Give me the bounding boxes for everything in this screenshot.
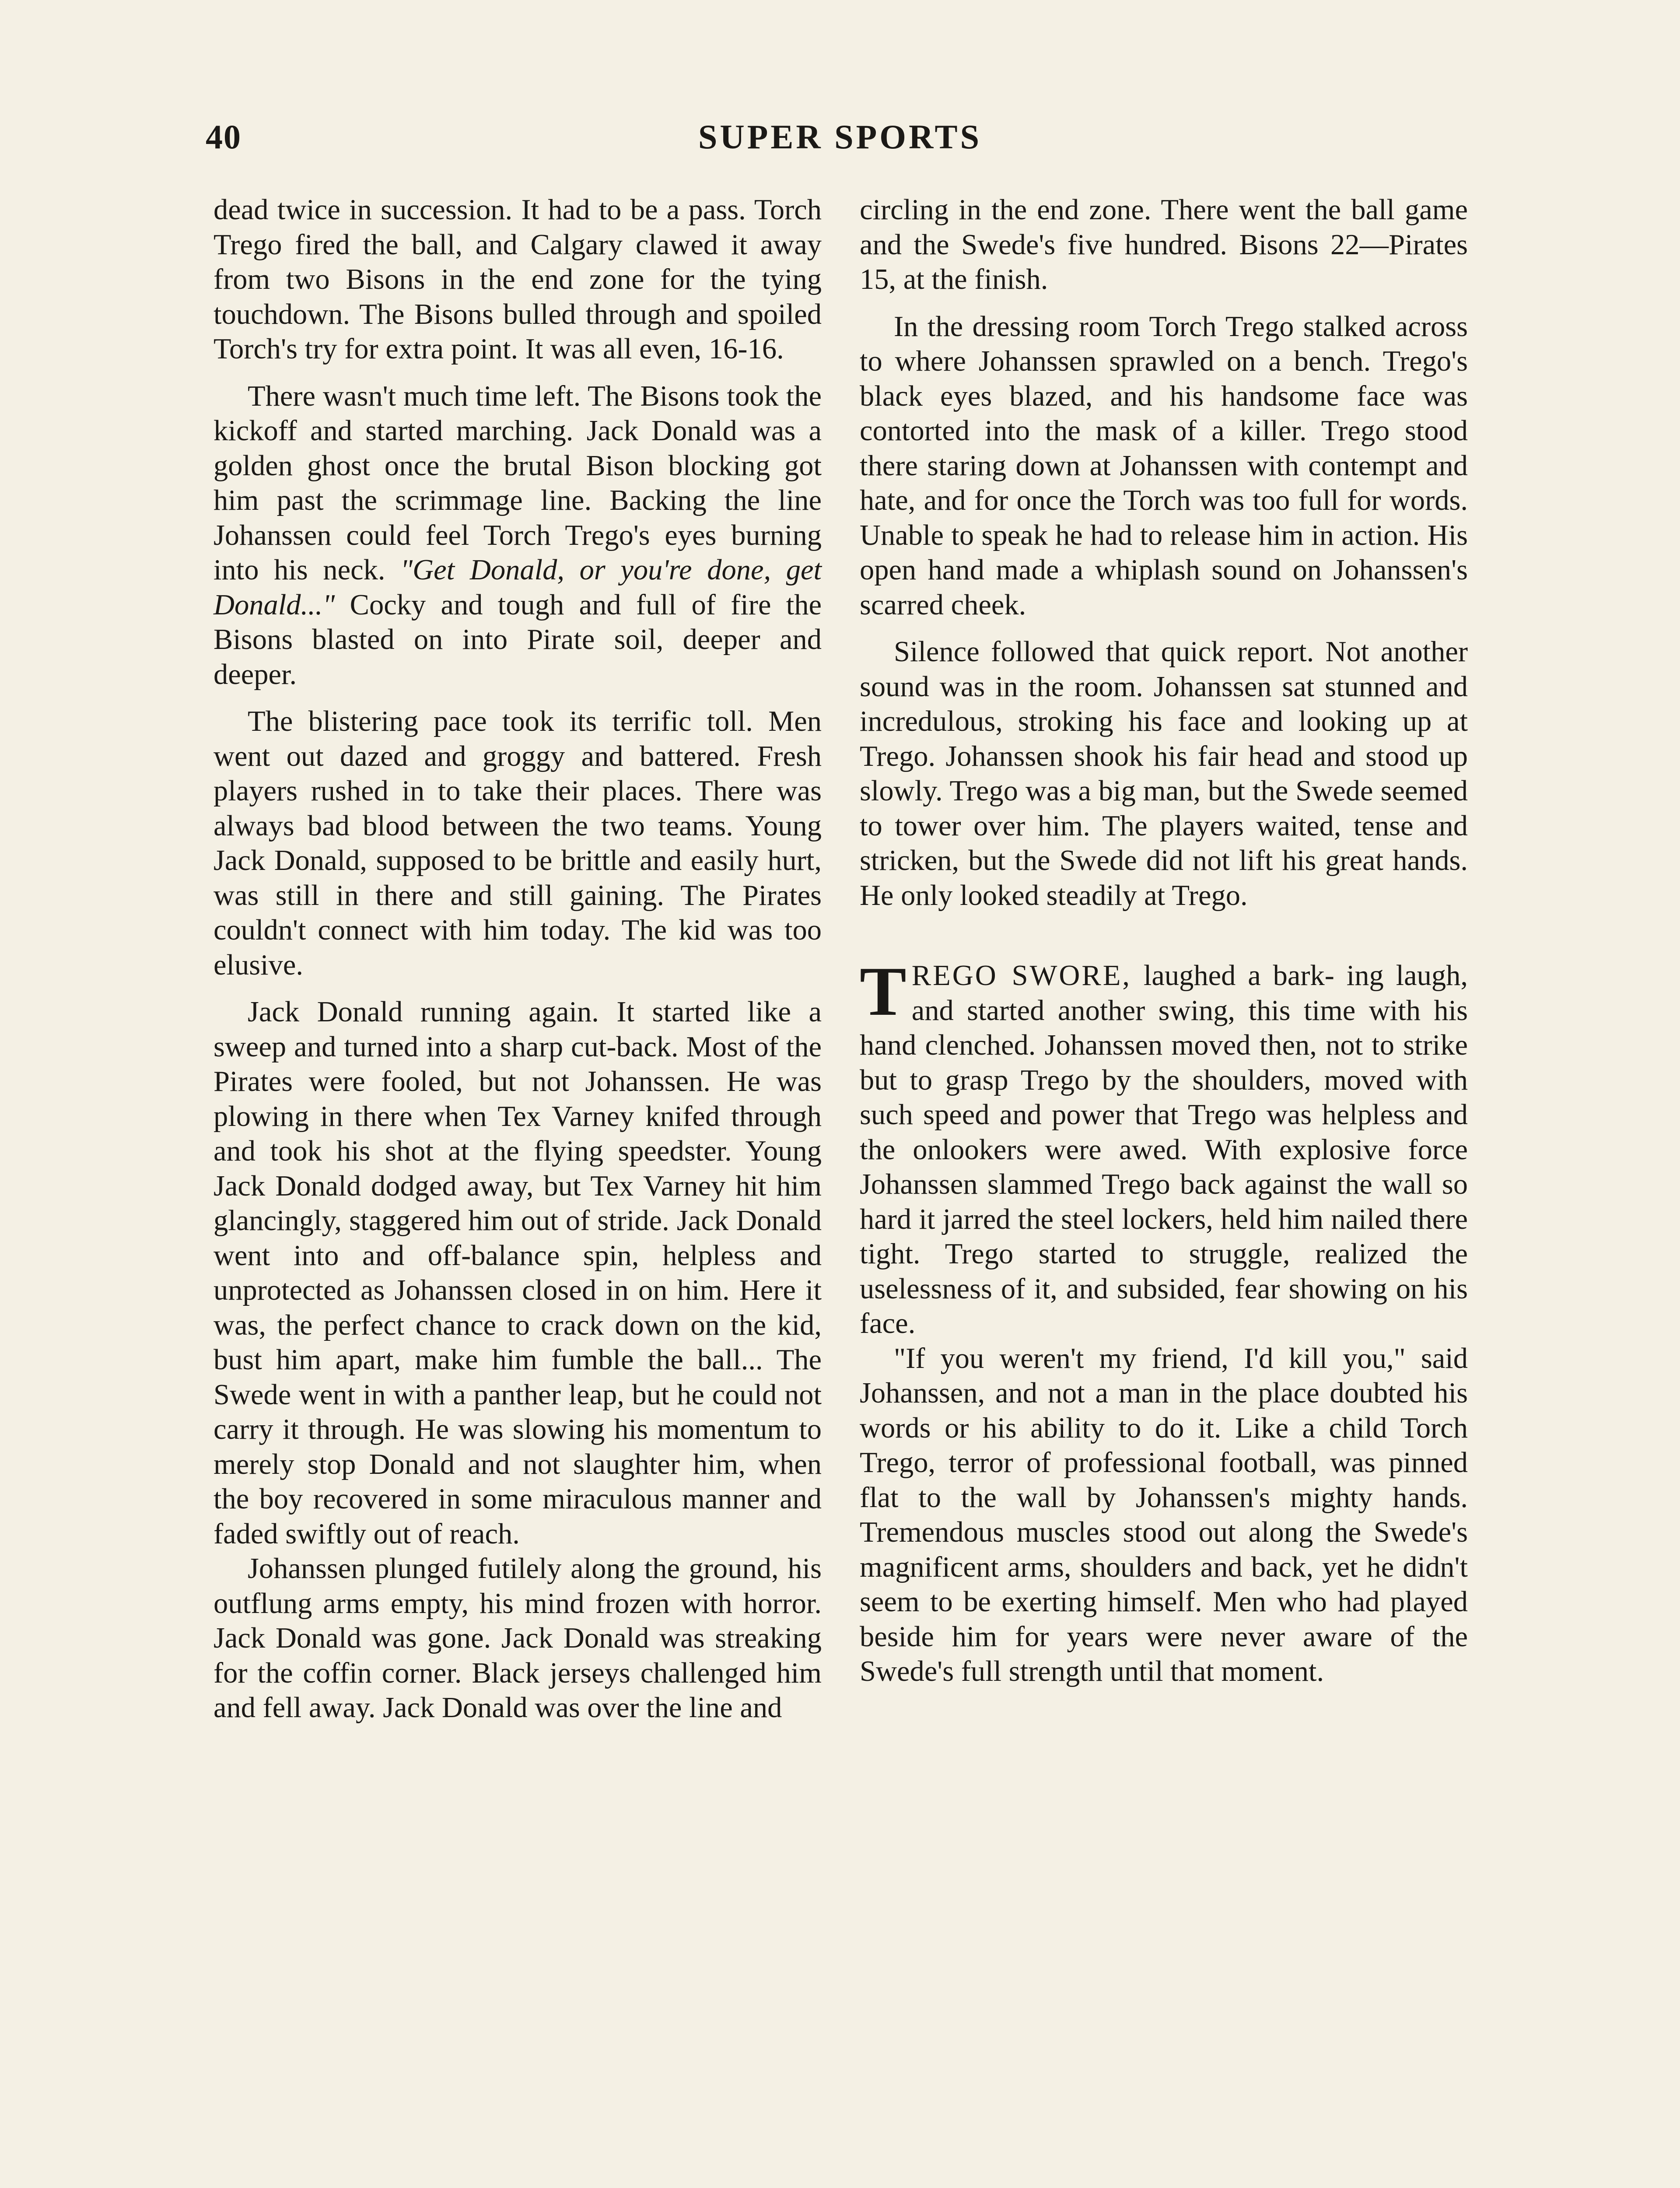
page-number: 40	[206, 118, 242, 156]
paragraph-text: There wasn't much time left. The Bisons took the kickoff and started marching. Jack Donald was a golden ghost once the brutal Bison blocking got him past the scrimmage line. Backing the line Johanssen could feel Torch Trego's eyes burning into his neck.	[214, 380, 822, 586]
right-column	[860, 193, 1468, 1701]
paragraph-text: ing laugh, and started another swing, this time with his hand clenched. Johanssen moved then, not to strike but to grasp Trego by the shoulders, moved with such speed and power that Trego was helpless and the onlookers were awed. With explosive force Johanssen slammed Trego back against the wall so hard it jarred the steel lockers, held him nailed there tight. Trego started to struggle, realized the uselessness of it, and subsided, fear showing on his face.	[860, 960, 1468, 1339]
paragraph-text: laughed a bark-	[1131, 960, 1334, 992]
paragraph-text: Cocky and tough and full of fire the Bisons blasted on into Pirate soil, deeper and deeper.	[214, 589, 822, 691]
drop-cap-letter: T	[860, 952, 906, 1030]
paragraph: "If you weren't my friend, I'd kill you," said Johanssen, and not a man in the place doubted his words or his ability to do it. Like a child Torch Trego, terror of professional football, was pinned flat to the wall by Johanssen's mighty hands. Tremendous muscles stood out along the Swede's magnificent arms, shoulders and back, yet he didn't seem to be exerting himself. Men who had played beside him for years were never aware of the Swede's full strength until that moment.	[860, 1342, 1468, 1687]
paragraph: circling in the end zone. There went the ball game and the Swede's five hundred. Bisons 22—Pirates 15, at the finish.	[860, 194, 1468, 295]
page-header	[206, 117, 1474, 165]
paragraph	[214, 379, 822, 692]
paragraph: Jack Donald running again. It started like a sweep and turned into a sharp cut-back. Most of the Pirates were fooled, but not Johanssen. He was plowing in there when Tex Varney knifed through and took his shot at the flying speedster. Young Jack Donald dodged away, but Tex Varney hit him glancingly, staggered him out of stride. Jack Donald went into and off-balance spin, helpless and unprotected as Johanssen closed in on him. Here it was, the perfect chance to crack down on the kid, bust him apart, make him fumble the ball... The Swede went in with a panther leap, but he could not carry it through. He was slowing his momentum to merely stop Donald and not slaughter him, when the boy recovered in some miraculous manner and faded swiftly out of reach.	[214, 996, 822, 1550]
section-opening-paragraph	[860, 952, 1468, 1341]
paragraph: Silence followed that quick report. Not another sound was in the room. Johanssen sat stunned and incredulous, stroking his face and looking up at Trego. Johanssen shook his fair head and stood up slowly. Trego was a big man, but the Swede seemed to tower over him. The players waited, tense and stricken, but the Swede did not lift his great hands. He only looked steadily at Trego.	[860, 636, 1468, 912]
paragraph: In the dressing room Torch Trego stalked across to where Johanssen sprawled on a bench. Trego's black eyes blazed, and his handsome face was contorted into the mask of a killer. Trego stood there staring down at Johanssen with contempt and hate, and for once the Torch was too full for words. Unable to speak he had to release him in action. His open hand made a whiplash sound on Johanssen's scarred cheek.	[860, 310, 1468, 621]
left-column	[214, 193, 822, 1725]
paragraph: dead twice in succession. It had to be a pass. Torch Trego fired the ball, and Calgary clawed it away from two Bisons in the end zone for the tying touchdown. The Bisons bulled through and spoiled Torch's try for extra point. It was all even, 16-16.	[214, 194, 822, 365]
paragraph: The blistering pace took its terrific toll. Men went out dazed and groggy and battered. Fresh players rushed in to take their places. There was always bad blood between the two teams. Young Jack Donald, supposed to be brittle and easily hurt, was still in there and still gaining. The Pirates couldn't connect with him today. The kid was too elusive.	[214, 705, 822, 981]
italic-quote: "Get Donald, or you're done, get Donald..."	[214, 554, 822, 621]
paragraph: Johanssen plunged futilely along the ground, his outflung arms empty, his mind frozen with horror. Jack Donald was gone. Jack Donald was streaking for the coffin corner. Black jerseys challenged him and fell away. Jack Donald was over the line and	[214, 1553, 822, 1724]
small-caps-lead: REGO SWORE,	[911, 960, 1131, 992]
running-title: SUPER SPORTS	[698, 118, 982, 156]
